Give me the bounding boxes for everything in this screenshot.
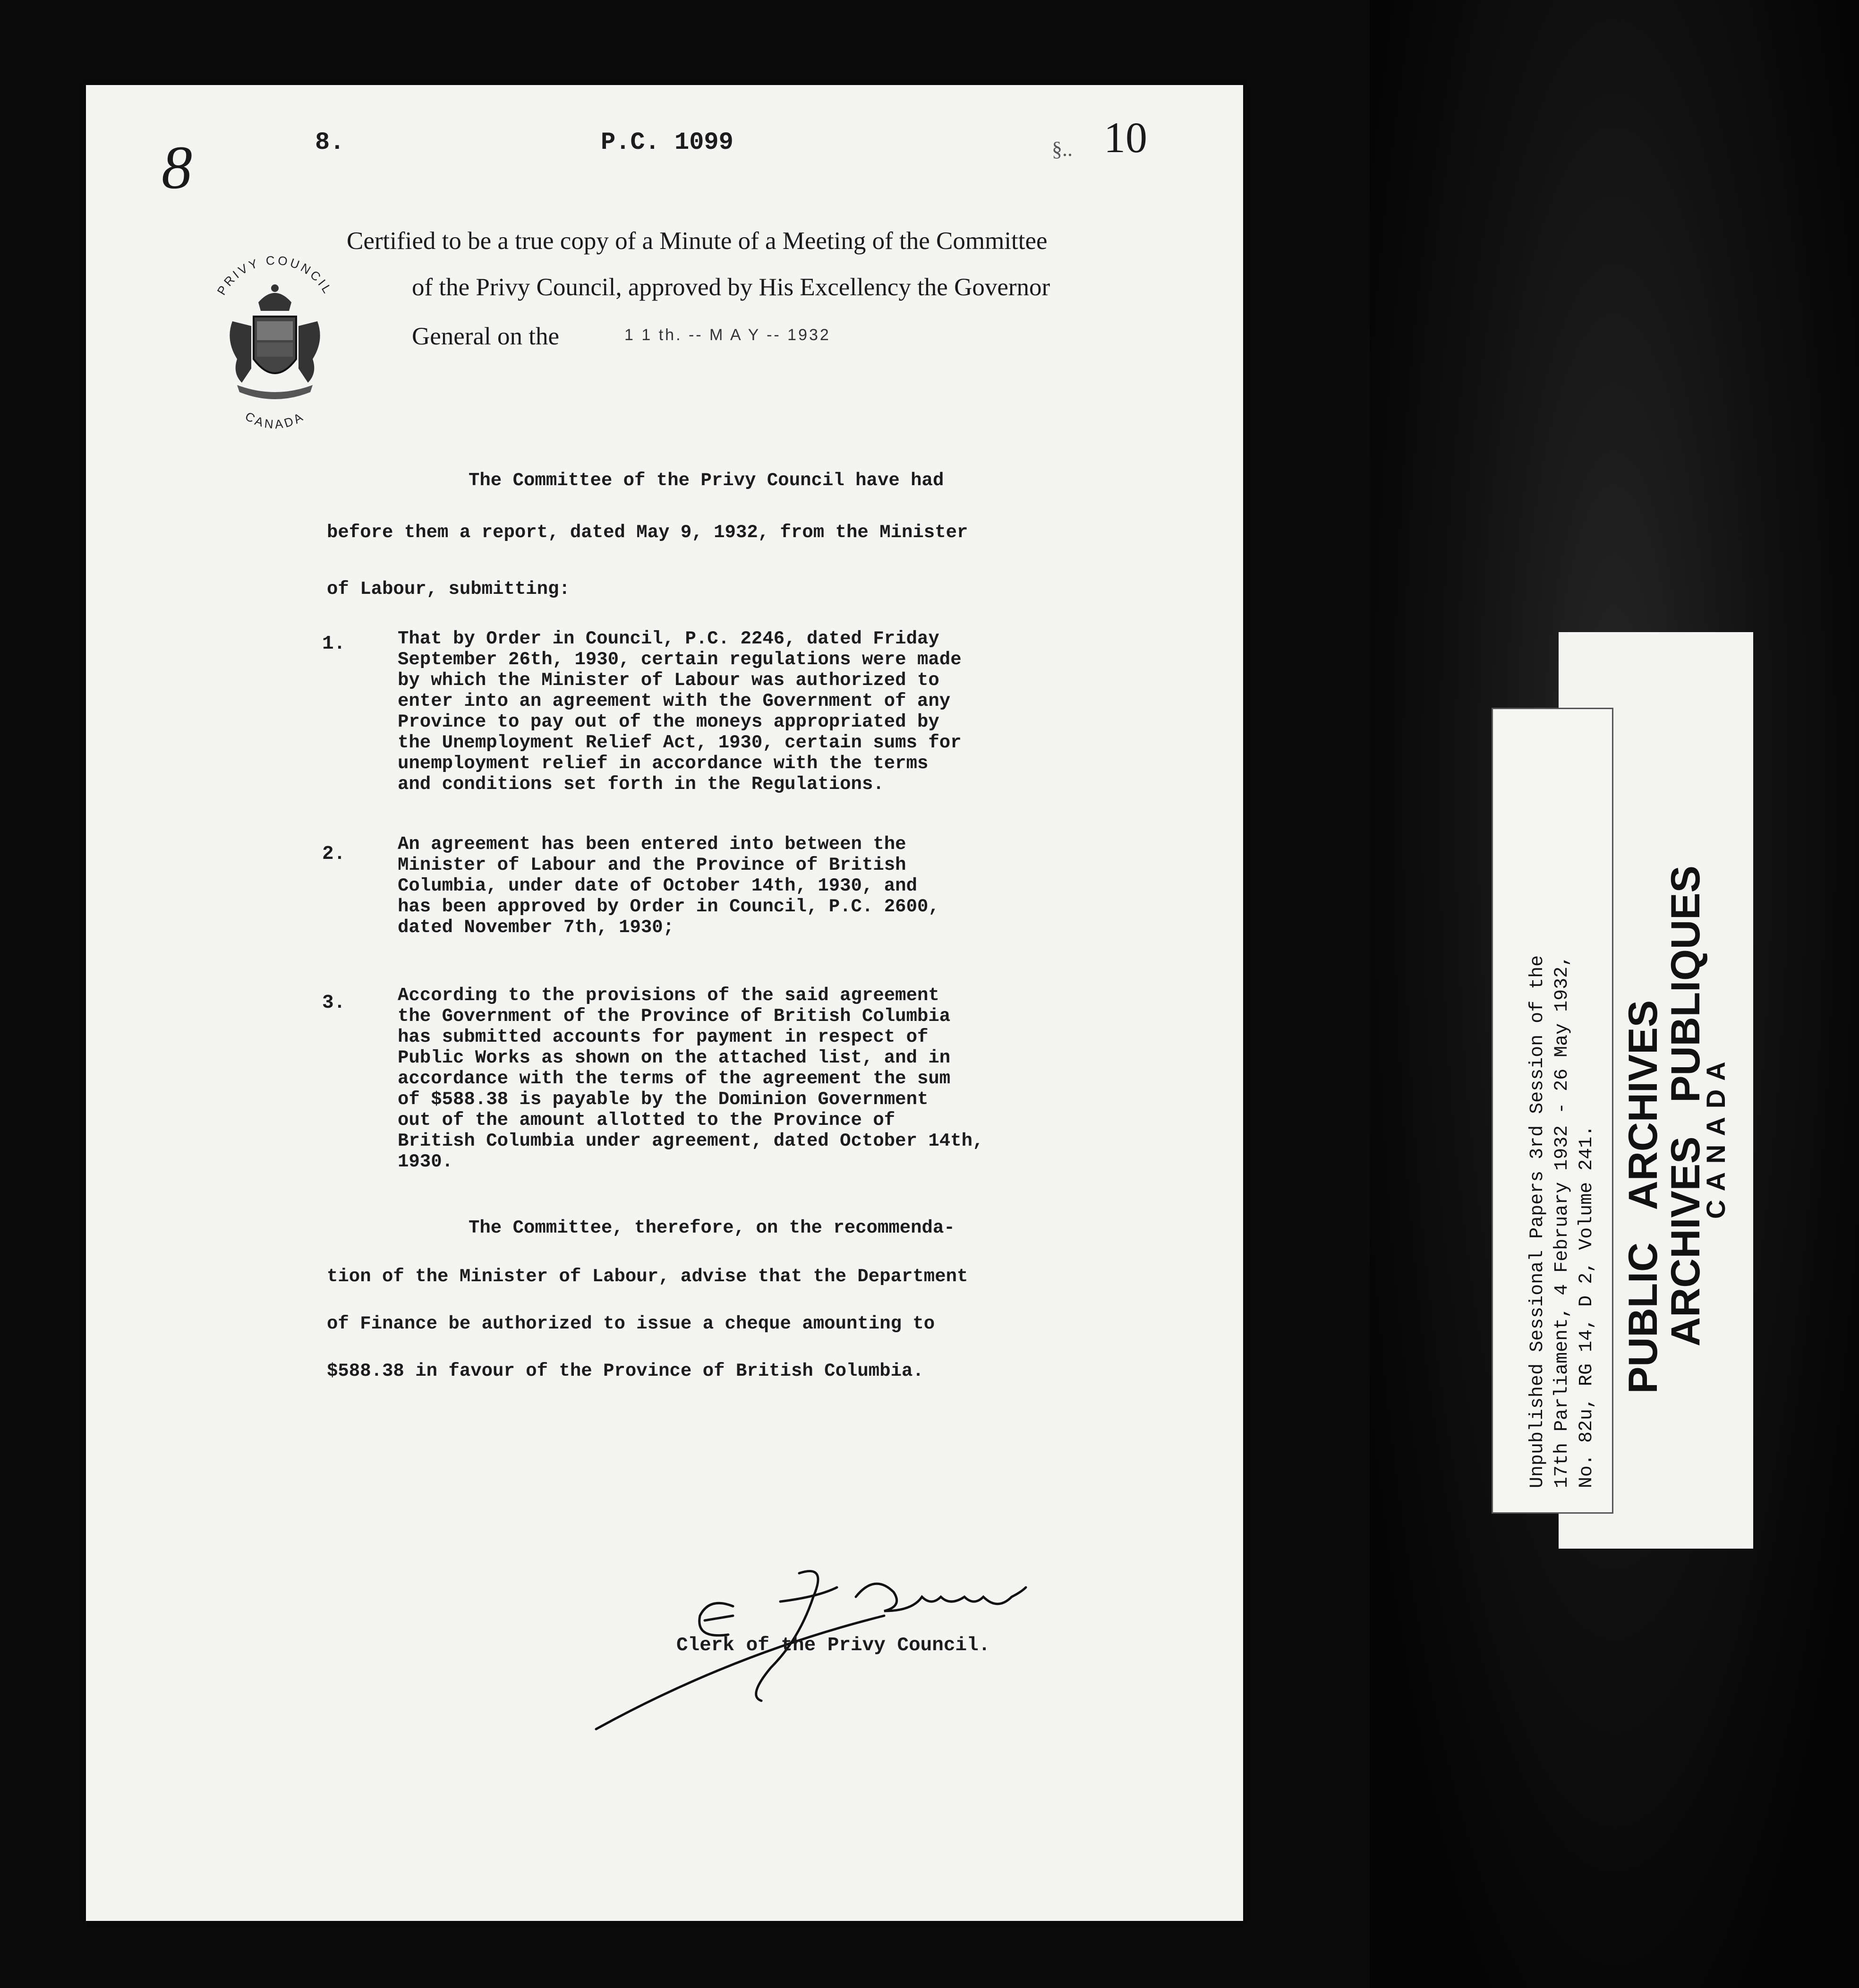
certification-line-1: Certified to be a true copy of a Minute of a Meeting of the Committee: [347, 227, 1048, 255]
item-text-1: That by Order in Council, P.C. 2246, dated Friday September 26th, 1930, certain regulations were made by which the Minister of Labour was authorized to enter into an agreement with the Government of any Province to pay out of the moneys appropriated by the Unemployment Relief Act, 1930, certain sums for unemployment relief in accordance with the terms and conditions set forth in the Regulations.: [398, 628, 962, 795]
conclusion-line-1: The Committee, therefore, on the recommenda-: [469, 1217, 955, 1238]
archive-label-english: PUBLIC ARCHIVES: [1620, 1000, 1666, 1394]
document-page: [86, 85, 1243, 1921]
order-number: P.C. 1099: [601, 129, 733, 156]
item-text-3: According to the provisions of the said agreement the Government of the Province of British Columbia has submitted accounts for payment in respect of Public Works as shown on the attached list, and in accordance with the terms of the agreement the sum of $588.38 is payable by the Dominion Government out of the amount allotted to the Province of British Columbia under agreement, dated October 14th, 1930.: [398, 985, 984, 1172]
item-text-2: An agreement has been entered into between the Minister of Labour and the Province of British Columbia, under date of October 14th, 1930, and has been approved by Order in Council, P.C. 2600, dated November 7th, 1930;: [398, 834, 939, 938]
archive-label-french: ARCHIVES PUBLIQUES: [1663, 865, 1708, 1346]
reference-line-3: No. 82u, RG 14, D 2, Volume 241.: [1576, 1125, 1597, 1488]
folio-mark: §..: [1052, 137, 1073, 161]
stamped-date: 1 1 th. -- M A Y -- 1932: [624, 326, 831, 344]
reference-line-1: Unpublished Sessional Papers 3rd Session of the: [1527, 955, 1548, 1488]
reference-line-2: 17th Parliament, 4 February 1932 - 26 May 1932,: [1552, 955, 1573, 1488]
item-number-2: 2.: [322, 843, 346, 865]
archive-label-country: CANADA: [1701, 1053, 1731, 1219]
handwritten-page-mark: 8: [162, 134, 192, 202]
svg-text:CANADA: [243, 409, 307, 431]
folio-number: 10: [1104, 113, 1147, 162]
item-number-1: 1.: [322, 633, 346, 655]
conclusion-line-2: tion of the Minister of Labour, advise that the Department: [327, 1266, 968, 1287]
intro-line-3: of Labour, submitting:: [327, 579, 570, 600]
conclusion-line-3: of Finance be authorized to issue a cheque amounting to: [327, 1313, 935, 1334]
seal-top-text: PRIVY COUNCIL: [214, 253, 336, 298]
intro-line-2: before them a report, dated May 9, 1932, from the Minister: [327, 522, 968, 543]
clerk-title: Clerk of the Privy Council.: [676, 1635, 990, 1656]
item-number-3: 3.: [322, 992, 346, 1014]
privy-council-seal: [204, 250, 346, 449]
certification-line-3: General on the: [412, 323, 559, 350]
page-number: 8.: [315, 129, 345, 156]
seal-bottom-text: CANADA: [242, 409, 307, 432]
certification-line-2: of the Privy Council, approved by His Excellency the Governor: [412, 274, 1050, 301]
conclusion-line-4: $588.38 in favour of the Province of British Columbia.: [327, 1361, 924, 1381]
archive-reference-text: [1526, 955, 1599, 1488]
intro-line-1: The Committee of the Privy Council have had: [469, 470, 944, 491]
